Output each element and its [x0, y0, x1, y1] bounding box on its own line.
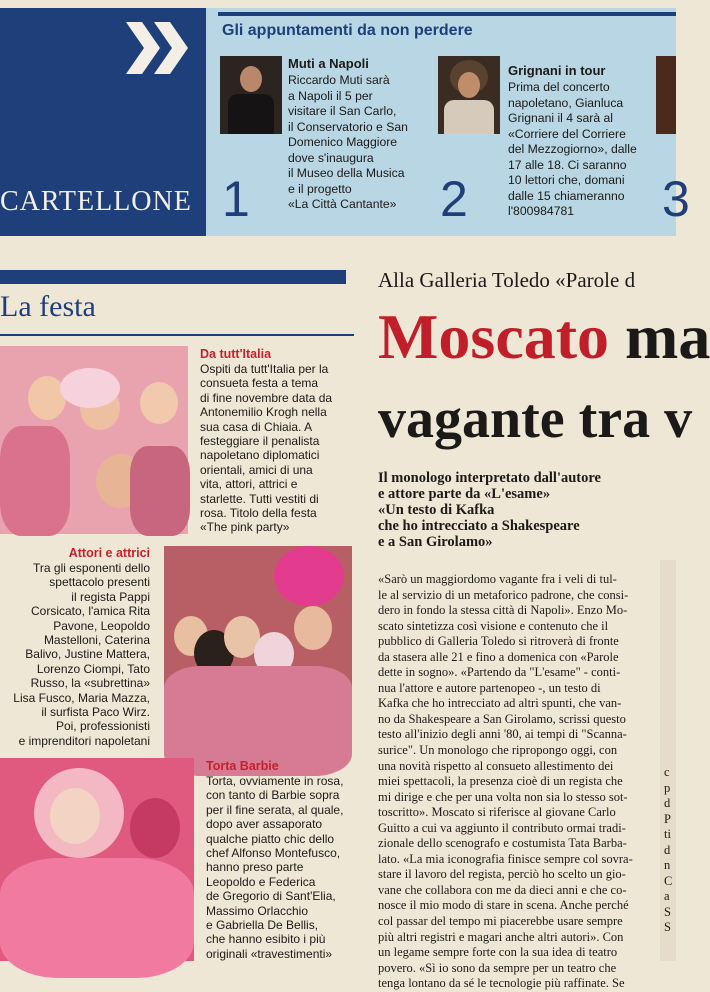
- muti-photo: [220, 56, 282, 134]
- section-body: Torta, ovviamente in rosa, con tanto di Barbie sopra per il fine serata, al quale, dopo aver assaporato qualche piatto chic dello chef Alfonso Montefusco, hanno preso parte Leopoldo e Federica de Gregorio di Sant'Elia, Massimo Orlacchio e Gabriella De Bellis, che hanno esibito i più originali «travestimenti»: [206, 774, 344, 961]
- double-chevron-icon: [122, 18, 192, 78]
- section-body: Tra gli esponenti dello spettacolo presenti il regista Pappi Corsicato, l'amica Rita Pavone, Leopoldo Mastelloni, Caterina Balivo, Justine Mattera, Lorenzo Ciompi, Tato Russo, la «subrettina» Lisa Fusco, Maria Mazza, il surfista Paco Wirz. Poi, professionisti e imprenditori napoletani: [13, 561, 150, 748]
- party-photo: [0, 346, 188, 534]
- appointment-number: 3: [662, 171, 690, 227]
- festa-rule: [0, 334, 354, 336]
- appointment-body: Riccardo Muti sarà a Napoli il 5 per visitare il San Carlo, il Conservatorio e San Domenico Maggiore dove s'inaugura il Museo della Musica e il progetto «La Città Cantante»: [288, 73, 408, 211]
- guests-photo: [164, 546, 352, 746]
- article-kicker: Alla Galleria Toledo «Parole d: [378, 268, 636, 292]
- article-headline: [378, 300, 710, 374]
- article-body: «Sarò un maggiordomo vagante fra i veli di tul- le al servizio di un metaforico padrone, che consi- dero in fondo la stessa città di Napoli». Enzo Mo- scato sintetizza così visione e contenuto che il pubblico di Galleria Toledo si ritroverà di fronte da stasera alle 21 e fino a domenica con «Parole dette in sogno». «Partendo da "L'esame" - conti- nua l'attore e autore partenopeo -, un testo di Kafka che ho intrecciato ad altri spunti, che van- no da Shakespeare a San Girolamo, scrissi questo testo all'inizio degli anni '80, ai tempi di "Scanna- surice". Un monologo che ripropongo oggi, con una novità rispetto al consueto allestimento dei miei spettacoli, la presenza cioè di un regista che mi dirige e che per una volta non sia lo stesso sot- toscritto». Moscato si riferisce al giovane Carlo Guitto a cui va aggiunto il contributo ormai tradi- zionale dello scenografo e costumista Tata Barba- lato. «La mia iconografia finisce sempre col sovra- stare il lavoro del regista, perciò ho scelto un gio- vane che collabora con me da dieci anni e che co- nosce il mio modo di stare in scena. Anche perché col passar del tempo mi piacerebbe usare sempre più altri registri e magari anche altri autori». Con un legame sempre forte con la sua idea di teatro povero. «Sì io sono da sempre per un teatro che tenga lontano da sé le tecnologie più raffinate. Se: [378, 572, 633, 991]
- grignani-photo: [438, 56, 500, 134]
- festa-title: La festa: [0, 290, 96, 323]
- section-title: Torta Barbie: [206, 759, 279, 773]
- appointment-number: 1: [222, 171, 250, 227]
- headline-name: Moscato: [378, 301, 610, 372]
- article-summary: Il monologo interpretato dall'autore e attore parte da «L'esame» «Un testo di Kafka che ho intrecciato a Shakespeare e a San Girolamo»: [378, 470, 601, 550]
- appointment-number: 2: [440, 171, 468, 227]
- festa-bar: [0, 270, 346, 284]
- barbie-cake-photo: [0, 758, 194, 961]
- appointment-title: Grignani in tour: [508, 63, 606, 78]
- appointment-body: Prima del concerto napoletano, Gianluca Grignani il 4 sarà al «Corriere del Corriere del Mezzogiorno», dalle 17 alle 18. Ci saranno 10 lettori che, domani dalle 15 chiameranno l'800984781: [508, 80, 637, 218]
- appointment-photo: [656, 56, 676, 134]
- section-title: Da tutt'Italia: [200, 347, 272, 361]
- section-title: Attori e attrici: [68, 546, 150, 560]
- cartellone-title: CARTELLONE: [0, 186, 192, 217]
- adjacent-column-text: c p d P ti d n C a S S: [664, 765, 673, 934]
- appointment-title: Muti a Napoli: [288, 56, 369, 71]
- headline-rest: ma: [609, 301, 710, 372]
- article-headline-line2: vagante tra v: [378, 388, 693, 450]
- appointments-heading: Gli appuntamenti da non perdere: [222, 22, 473, 39]
- section-body: Ospiti da tutt'Italia per la consueta festa a tema di fine novembre data da Antonemilio Krogh nella sua casa di Chiaia. A festeggiare il penalista napoletano diplomatici orientali, amici di una vita, attori, attrici e starlette. Tutti vestiti di rosa. Titolo della festa «The pink party»: [200, 362, 333, 535]
- appointments-rule: [218, 12, 676, 16]
